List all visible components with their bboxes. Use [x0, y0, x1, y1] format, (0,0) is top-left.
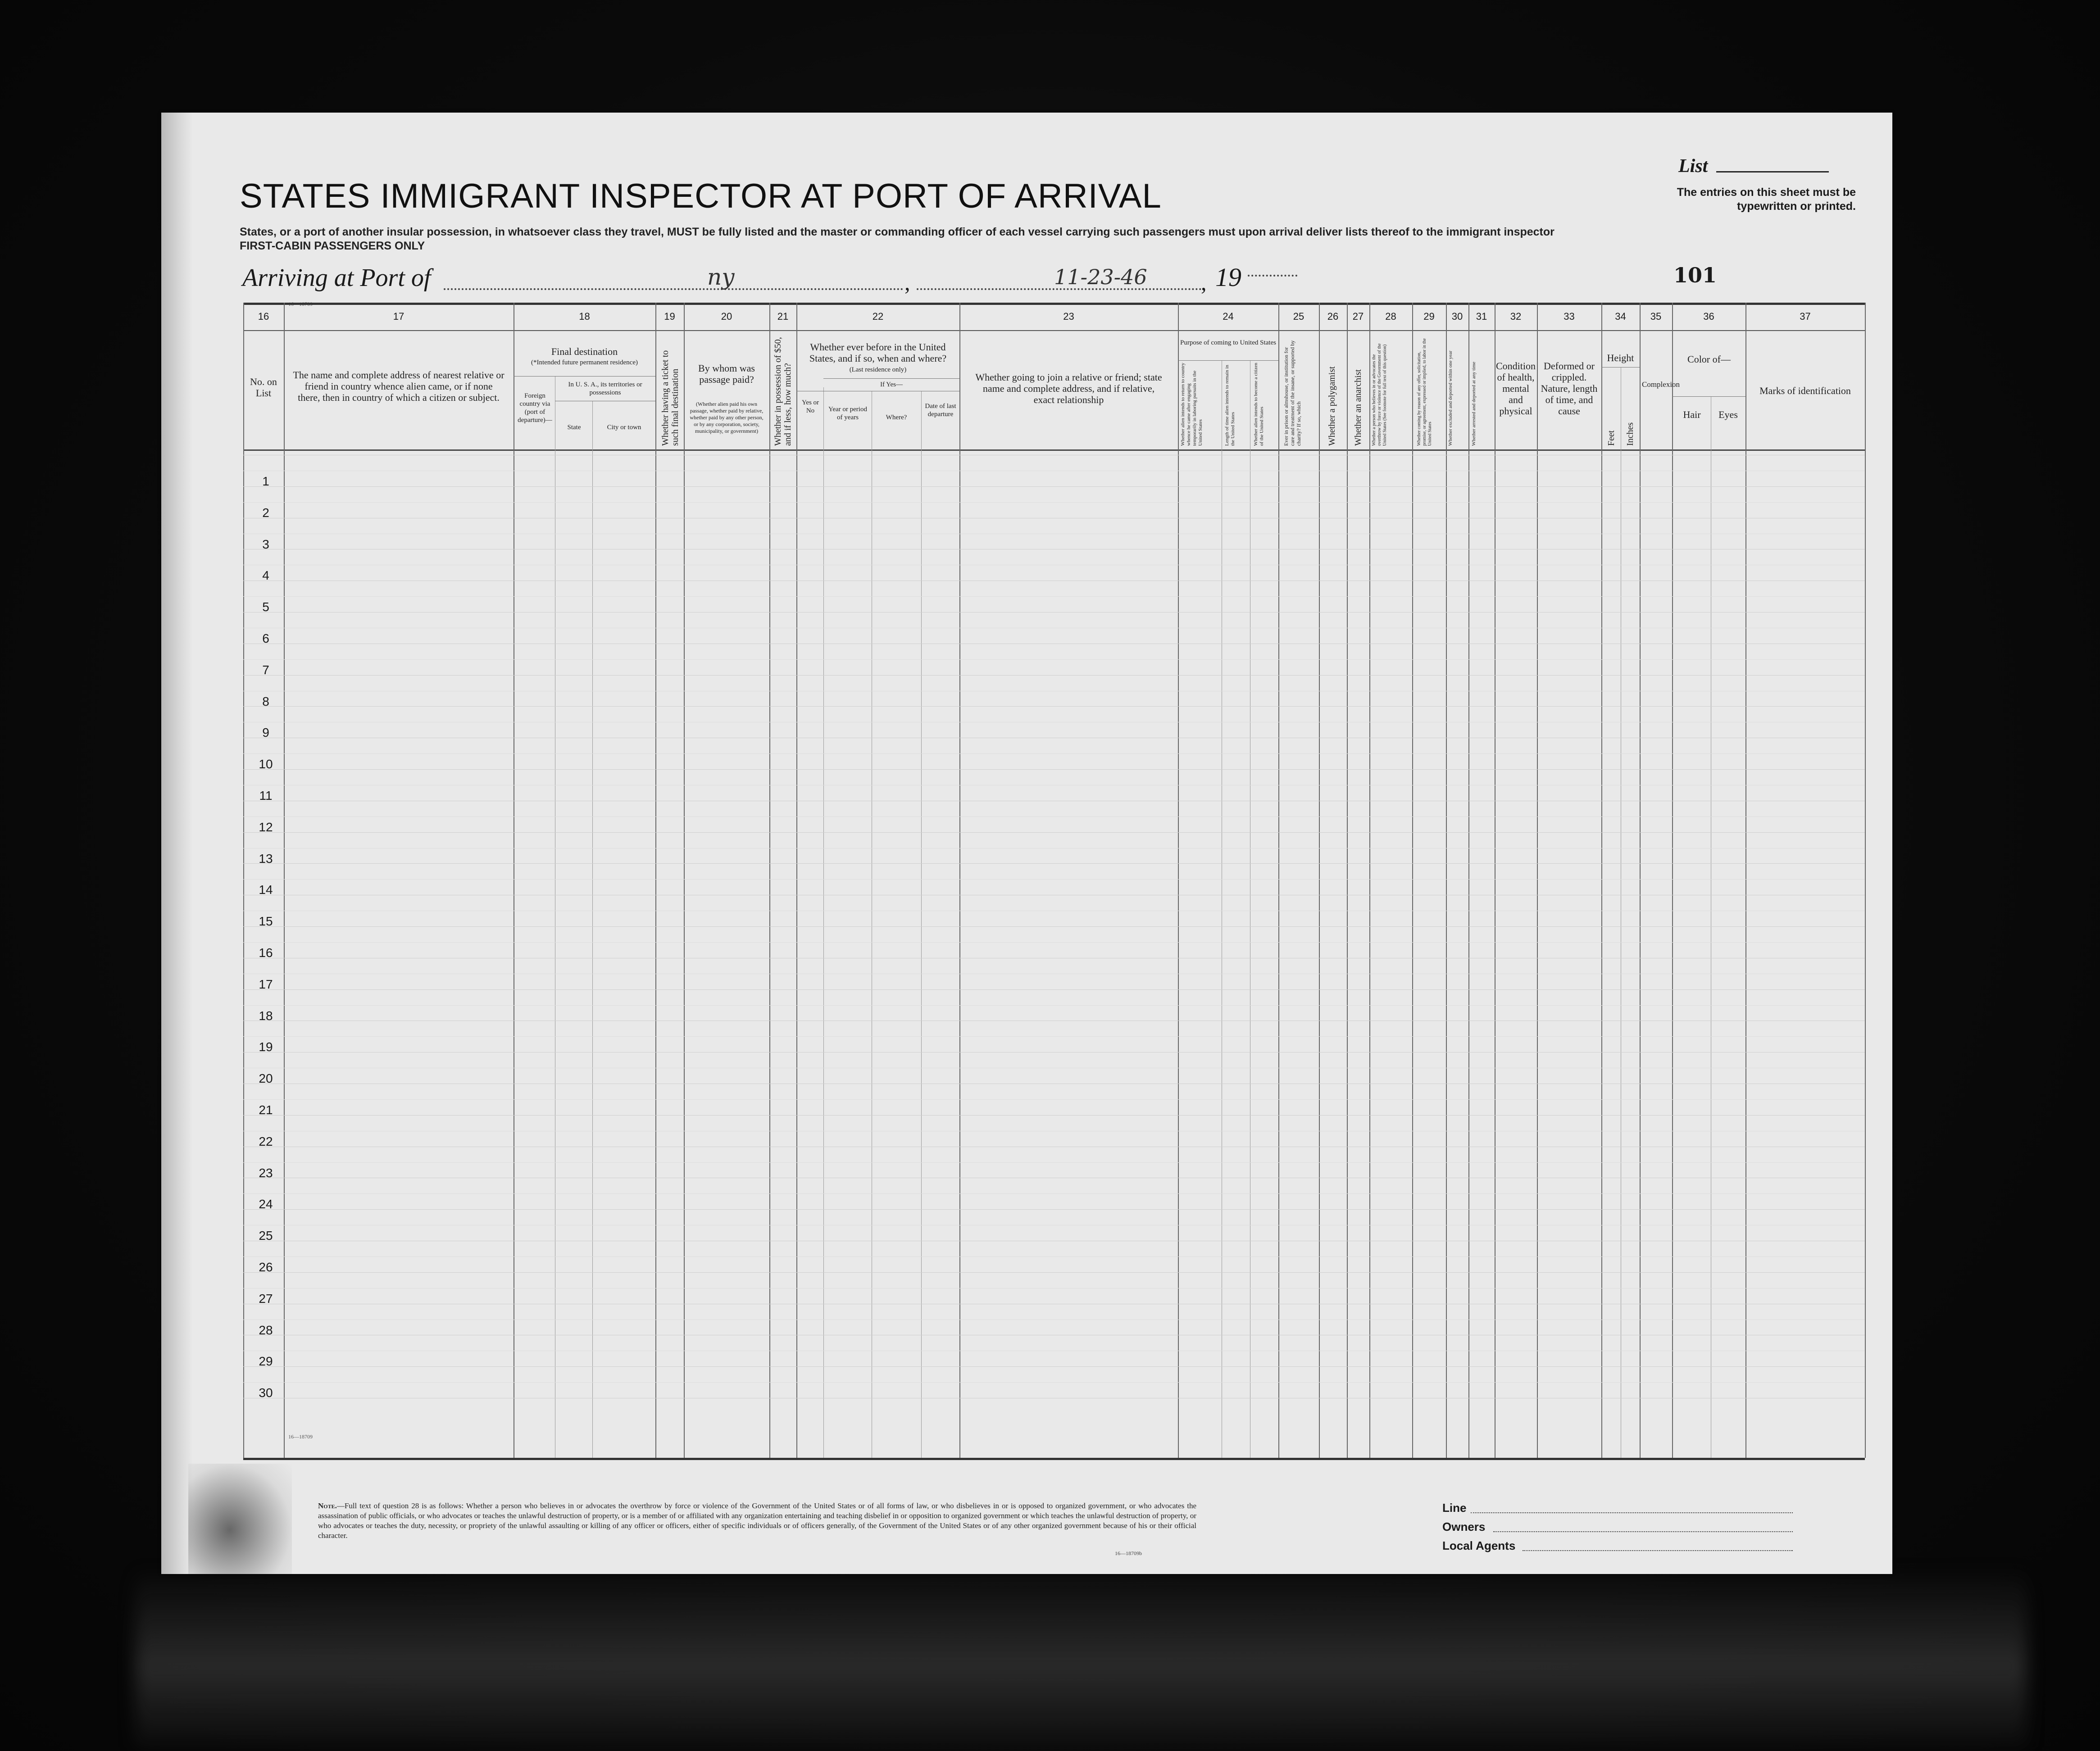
column-number-rule [243, 330, 1865, 331]
form-instructions [240, 225, 1591, 253]
row-number: 24 [259, 1197, 273, 1211]
scan-shadow [135, 1567, 2027, 1747]
footnote-text: —Full text of question 28 is as follows: Whether a person who believes in or advocates the overthrow by force or violence of the Government of the United States or of all forms of law, or who disbelieves in or is opposed to organized government, or who advocates the assassination of public officials, or who advocates or teaches the unlawful destruction of property, or is a member of or affiliated with any organization entertaining and teaching disbelief in or opposition to organized government or which teaches the unlawful destruction of property, or who advocates or teaches the duty, necessity, or propriety of the unlawful assaulting or killing of any officer or officers, either of specific individuals or of officers generally, of the Government of the United States or of any other organized government because of his or their official character. [318, 1502, 1196, 1540]
subheader-rule [514, 376, 655, 377]
comma: , [1201, 270, 1207, 295]
subheader-rule [1178, 360, 1278, 361]
column-number: 36 [1703, 311, 1714, 322]
subheader-rule [1672, 396, 1745, 397]
list-blank-line [1716, 171, 1829, 172]
col-divider [823, 387, 824, 1458]
row-number: 21 [259, 1102, 273, 1117]
col-divider [959, 303, 960, 1458]
col-divider [1369, 303, 1370, 1458]
column-number: 27 [1352, 311, 1364, 322]
column-number: 26 [1327, 311, 1339, 322]
row-number: 25 [259, 1229, 273, 1243]
row-number: 15 [259, 914, 273, 929]
header-yes-no: Yes or No [801, 399, 819, 414]
header-nearest-relative: The name and complete address of nearest relative or friend in country whence alien came, or if none there, then in country of which a citizen or subject. [293, 369, 505, 403]
row-number: 22 [259, 1134, 273, 1148]
header-marks: Marks of identification [1759, 385, 1851, 396]
col-divider [1640, 303, 1641, 1458]
header-passage-paid-sub: (Whether alien paid his own passage, whether paid by relative, whether paid by any other person, or by any corporation, society, municipality, or government) [690, 401, 764, 434]
header-color-of: Color of— [1687, 354, 1731, 365]
header-height: Height [1607, 352, 1634, 363]
row-rule [243, 926, 1865, 927]
row-rule [243, 1115, 1865, 1116]
paper-edge-shade [161, 113, 193, 1574]
row-number: 2 [262, 505, 269, 520]
instructions-line: States, or a port of another insular possession, in whatsoever class they travel, MUST be fully listed and the master or commanding officer of each vessel carrying such passengers must upon arrival deliver lists thereof to the immigrant inspector [240, 226, 1555, 238]
row-number: 1 [262, 474, 269, 488]
header-polygamist: Whether a polygamist [1327, 366, 1337, 446]
header-final-destination-sub: (*Intended future permanent residence) [531, 359, 638, 366]
row-rule [243, 502, 1865, 503]
row-number: 14 [259, 883, 273, 897]
col-divider [1347, 303, 1348, 1458]
row-rule [243, 1272, 1865, 1273]
row-number: 29 [259, 1354, 273, 1369]
column-number: 30 [1451, 311, 1463, 322]
header-hair: Hair [1683, 409, 1701, 420]
row-number: 30 [259, 1386, 273, 1400]
column-number: 29 [1423, 311, 1435, 322]
header-feet: Feet [1606, 430, 1616, 446]
row-number: 10 [259, 757, 273, 771]
row-number: 13 [259, 851, 273, 866]
header-purpose: Purpose of coming to United States [1180, 339, 1276, 346]
row-number: 3 [262, 537, 269, 551]
row-rule [243, 1193, 1865, 1194]
list-label: List [1678, 156, 1708, 177]
line-blank [1471, 1512, 1793, 1513]
header-foreign-country: Foreign country via (port of departure)— [518, 392, 552, 424]
header-health: Condition of health, mental and physical [1495, 360, 1536, 417]
row-number: 8 [262, 694, 269, 708]
column-number: 25 [1293, 311, 1305, 322]
form-number-bottom: 16—18709 [288, 1433, 313, 1440]
col-divider [592, 401, 593, 1458]
column-number: 35 [1650, 311, 1662, 322]
col-divider [796, 303, 797, 1458]
arriving-at-port-label: Arriving at Port of [242, 264, 431, 292]
column-number: 34 [1615, 311, 1626, 322]
header-year-period: Year or period of years [828, 406, 867, 421]
col-divider [284, 303, 285, 1458]
column-number: 24 [1223, 311, 1234, 322]
header-last-residence: (Last residence only) [849, 366, 907, 373]
column-number: 19 [664, 311, 675, 322]
header-overthrow: Whether a person who believes in or advocates the overthrow by force or violence of the Government of the United States (See footnote for full text of this question) [1372, 343, 1387, 446]
row-rule [243, 1162, 1865, 1163]
row-rule [243, 1036, 1865, 1037]
header-state: State [567, 424, 581, 431]
col-divider [1412, 303, 1413, 1458]
header-arrested: Whether arrested and deported at any time [1471, 362, 1477, 446]
header-purpose-citizen: Whether alien intends to become a citizen of the United States [1253, 363, 1264, 446]
column-number: 22 [872, 311, 884, 322]
list-number: 101 [1673, 263, 1717, 287]
header-purpose-return: Whether alien intends to return to country whence he came after engaging temporarily in laboring pursuits in the United States [1180, 363, 1203, 446]
row-number: 28 [259, 1323, 273, 1337]
header-excluded: Whether excluded and deported within one year [1448, 350, 1453, 446]
row-number: 6 [262, 631, 269, 645]
local-agents-blank [1523, 1550, 1793, 1551]
column-number: 33 [1564, 311, 1575, 322]
date-handwritten: 11-23-46 [1054, 265, 1147, 289]
col-divider [1446, 303, 1447, 1458]
header-in-usa: In U. S. A., its territories or possessions [568, 381, 642, 396]
column-number: 16 [258, 311, 269, 322]
col-divider [1468, 303, 1469, 1458]
row-rule [243, 863, 1865, 864]
footnote-lead: Note. [318, 1502, 337, 1510]
header-anarchist: Whether an anarchist [1353, 369, 1363, 446]
header-bottom-rule [243, 449, 1865, 451]
row-number: 4 [262, 568, 269, 583]
header-ever-before: Whether ever before in the United States, and if so, when and where? [809, 341, 947, 364]
row-rule [243, 486, 1865, 487]
row-number: 27 [259, 1291, 273, 1306]
row-rule [243, 1099, 1865, 1100]
header-eyes: Eyes [1718, 409, 1738, 420]
row-number: 18 [259, 1008, 273, 1023]
header-passage-paid: By whom was passage paid? [698, 363, 755, 385]
row-rule [243, 769, 1865, 770]
col-divider [655, 303, 656, 1458]
year-blank-line [1248, 275, 1297, 277]
header-purpose-length: Length of time alien intends to remain in the United States [1224, 365, 1236, 446]
row-rule [243, 1209, 1865, 1210]
header-no-on-list: No. on List [250, 376, 277, 399]
column-number: 18 [579, 311, 590, 322]
column-number: 28 [1385, 311, 1396, 322]
col-divider [1319, 303, 1320, 1458]
column-number: 20 [721, 311, 732, 322]
local-agents-label: Local Agents [1442, 1539, 1516, 1552]
line-label: Line [1442, 1501, 1467, 1515]
header-last-departure: Date of last departure [925, 403, 956, 418]
header-if-yes: If Yes— [880, 381, 903, 388]
header-deformed: Deformed or crippled. Nature, length of time, and cause [1541, 360, 1598, 417]
paper-fold-shadow [188, 1464, 292, 1574]
col-divider [1672, 303, 1673, 1458]
header-prison: Ever in prison or almshouse, or institution for care and treatment of the insane, or supported by charity? If so, which [1283, 340, 1302, 446]
row-number: 26 [259, 1260, 273, 1274]
col-divider [1537, 303, 1538, 1458]
port-blank-line [444, 288, 903, 290]
column-number: 23 [1063, 311, 1074, 322]
col-divider [1178, 303, 1179, 1458]
row-rule [243, 706, 1865, 707]
column-number: 37 [1800, 311, 1811, 322]
header-where: Where? [886, 414, 907, 421]
header-fifty-dollars: Whether in possession of $50, and if less, how much? [773, 337, 793, 446]
header-inches: Inches [1625, 422, 1635, 446]
column-number: 17 [393, 311, 405, 322]
typewritten-note: The entries on this sheet must be typewritten or printed. [1677, 186, 1856, 213]
row-rule [243, 989, 1865, 990]
row-rule [243, 675, 1865, 676]
header-join-relative: Whether going to join a relative or friend; state name and complete address, and if relative, exact relationship [975, 372, 1162, 405]
form-title: STATES IMMIGRANT INSPECTOR AT PORT OF ARRIVAL [240, 177, 1162, 215]
form-number-top: 16—18709 [288, 301, 313, 307]
column-number: 32 [1510, 311, 1522, 322]
row-number: 16 [259, 945, 273, 960]
subheader-rule [823, 378, 959, 379]
row-number: 9 [262, 726, 269, 740]
row-rule [243, 1366, 1865, 1367]
col-divider [684, 303, 685, 1458]
col-divider [1278, 303, 1279, 1458]
column-number: 21 [777, 311, 789, 322]
footnote [318, 1501, 1196, 1541]
header-city: City or town [607, 424, 641, 431]
col-divider [1745, 303, 1746, 1458]
row-rule [243, 659, 1865, 660]
header-labor-offer: Whether coming by reason of any offer, solicitation, promise, or agreement, expressed or implied, to labor in the United States [1417, 338, 1432, 446]
row-number: 23 [259, 1166, 273, 1180]
header-ticket: Whether having a ticket to such final destination [660, 350, 680, 446]
row-number: 20 [259, 1071, 273, 1086]
owners-label: Owners [1442, 1520, 1486, 1533]
col-divider [1601, 303, 1602, 1458]
row-number: 19 [259, 1040, 273, 1054]
footnote-form-number: 16—18709b [1115, 1550, 1142, 1556]
year-prefix: 19 [1215, 263, 1241, 292]
row-rule [243, 832, 1865, 833]
col-divider [769, 303, 770, 1458]
row-number: 12 [259, 820, 273, 834]
row-rule [243, 1382, 1865, 1383]
col-divider [921, 391, 922, 1458]
manifest-table [243, 303, 1865, 1460]
row-rule [243, 753, 1865, 754]
owners-blank [1493, 1531, 1793, 1532]
row-rule [243, 596, 1865, 597]
row-rule [243, 1005, 1865, 1006]
row-number: 7 [262, 662, 269, 677]
row-number: 11 [259, 788, 273, 803]
header-final-destination: Final destination [551, 346, 618, 357]
port-handwritten: ny [707, 264, 735, 290]
row-number: 17 [259, 977, 273, 991]
row-number: 5 [262, 600, 269, 614]
cabin-class-label: FIRST-CABIN PASSENGERS ONLY [240, 240, 425, 252]
header-complexion: Complexion [1642, 380, 1680, 389]
col-divider [243, 303, 244, 1458]
column-number: 31 [1476, 311, 1487, 322]
comma: , [905, 270, 910, 295]
row-rule [243, 879, 1865, 880]
row-rule [243, 942, 1865, 943]
col-divider [1865, 303, 1866, 1458]
